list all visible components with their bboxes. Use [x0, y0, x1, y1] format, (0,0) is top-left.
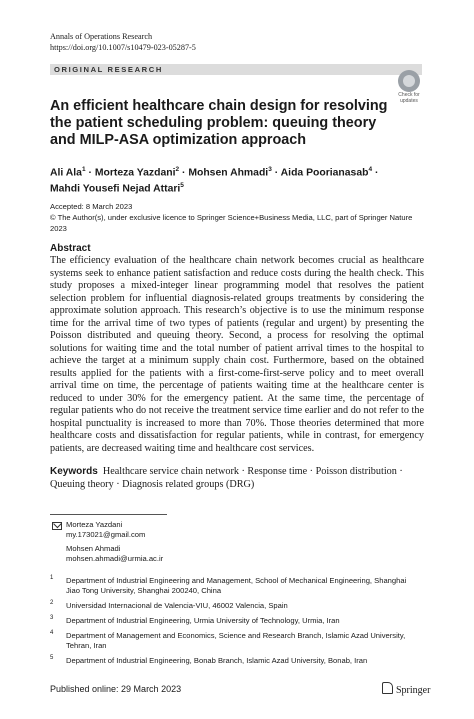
- author-affiliation-ref: 1: [81, 166, 86, 173]
- section-banner: [50, 64, 422, 75]
- contact-email[interactable]: mohsen.ahmadi@urmia.ac.ir: [66, 554, 164, 563]
- journal-header: [50, 31, 196, 53]
- affiliation-number: 3: [50, 615, 54, 621]
- author-affiliation-ref: 3: [268, 166, 272, 173]
- affiliation-text: Department of Industrial Engineering and Management, School of Mechanical Engineering, Shanghai Jiao Tong University, Shanghai 200240, China: [66, 576, 407, 595]
- springer-horse-icon: [382, 682, 393, 694]
- section-label: ORIGINAL RESEARCH: [54, 65, 163, 74]
- publisher-logo: [382, 682, 430, 696]
- badge-line1: Check for: [398, 92, 420, 98]
- envelope-icon: [52, 522, 62, 530]
- badge-line2: updates: [400, 98, 418, 104]
- article-title: An efficient healthcare chain design for resolving the patient scheduling problem: queuing theory and MILP-ASA optimization approach: [50, 98, 388, 148]
- published-date: Published online: 29 March 2023: [50, 684, 182, 694]
- author-list: [50, 163, 422, 196]
- abstract-text: The efficiency evaluation of the healthcare chain network becomes crucial as healthcare systems seek to enhance patient satisfaction and reduce costs during the health check. This study proposes a mixed-integer linear programming model that resolves the patient selection problem for influential diagnosis-related groups treatments by considering the approximate solution approach. This research’s objective is to use the minimum response time for the arrival time of two types of patients (regular and urgent) by presenting the Poisson distributed and queuing theory. Second, a process for resolving the optimal solutions for waiting time and the total number of patient arrival times to the hospital to achieve the target at a minimum supply chain cost. Furthermore, based on the obtained results applied for the patients with a first-come-first-serve policy and to meet overall arrival time on time, the percentage of patients waiting time at the healthcare center is reduced to under 30% for the emergency patient. At the same time, the percentage of regular patients who do not receive the treatment service time earlier and do not refer to the hospital punctuality is increased to more than 70%. Those theories determined that more healthcare costs and dissatisfaction for regular patients, while in contrast, for emergency patients, are decreased waiting time and healthcare cost services.: [50, 255, 424, 454]
- author-affiliation-ref: 4: [368, 166, 373, 173]
- authors-line-2: [50, 179, 422, 195]
- corresponding-contacts: [66, 520, 163, 564]
- author-name[interactable]: Aida Poorianasab: [280, 167, 369, 179]
- publisher-name: Springer: [396, 685, 431, 696]
- contact-name: Mohsen Ahmadi: [66, 544, 121, 553]
- affiliation-number: 2: [50, 600, 54, 606]
- journal-name: Annals of Operations Research: [50, 32, 153, 41]
- author-separator: ·: [85, 167, 95, 179]
- author-separator: ·: [372, 167, 379, 179]
- author-affiliation-ref: 5: [180, 182, 184, 190]
- footnote-divider: [50, 514, 167, 515]
- author-affiliation-ref: 2: [175, 166, 180, 173]
- author-name[interactable]: Ali Ala: [50, 167, 82, 179]
- keywords-label: Keywords: [50, 466, 98, 477]
- doi-link[interactable]: https://doi.org/10.1007/s10479-023-05287-5: [50, 43, 196, 52]
- check-updates-icon: [398, 70, 420, 92]
- check-for-updates-badge[interactable]: [394, 70, 424, 104]
- keywords-block: [50, 466, 424, 491]
- affiliation-number: 5: [50, 655, 54, 661]
- affiliation-text: Department of Industrial Engineering, Bonab Branch, Islamic Azad University, Bonab, Iran: [66, 656, 368, 665]
- affiliation-text: Universidad Internacional de Valencia-VIU, 46002 Valencia, Spain: [66, 601, 288, 610]
- author-name[interactable]: Mohsen Ahmadi: [188, 167, 269, 179]
- contact-email[interactable]: my.173021@gmail.com: [66, 530, 146, 539]
- author-name[interactable]: Morteza Yazdani: [94, 167, 176, 179]
- author-separator: ·: [179, 167, 189, 179]
- contact-name: Morteza Yazdani: [66, 520, 123, 529]
- affiliation-text: Department of Industrial Engineering, Urmia University of Technology, Urmia, Iran: [66, 616, 340, 625]
- authors-line-1: [50, 163, 422, 179]
- author-separator: ·: [271, 167, 281, 179]
- affiliation-number: 1: [50, 575, 54, 581]
- copyright-notice: © The Author(s), under exclusive licence to Springer Science+Business Media, LLC, part of Springer Nature 2023: [50, 213, 413, 233]
- keywords-text: Healthcare service chain network · Response time · Poisson distribution · Queuing theory · Diagnosis related groups (DRG): [50, 466, 403, 490]
- author-name[interactable]: Mahdi Yousefi Nejad Attari: [50, 183, 181, 195]
- accepted-date: Accepted: 8 March 2023: [50, 202, 133, 211]
- affiliation-text: Department of Management and Economics, Science and Research Branch, Islamic Azad University, Tehran, Iran: [66, 631, 406, 650]
- abstract-heading: Abstract: [50, 243, 91, 254]
- affiliation-number: 4: [50, 630, 54, 636]
